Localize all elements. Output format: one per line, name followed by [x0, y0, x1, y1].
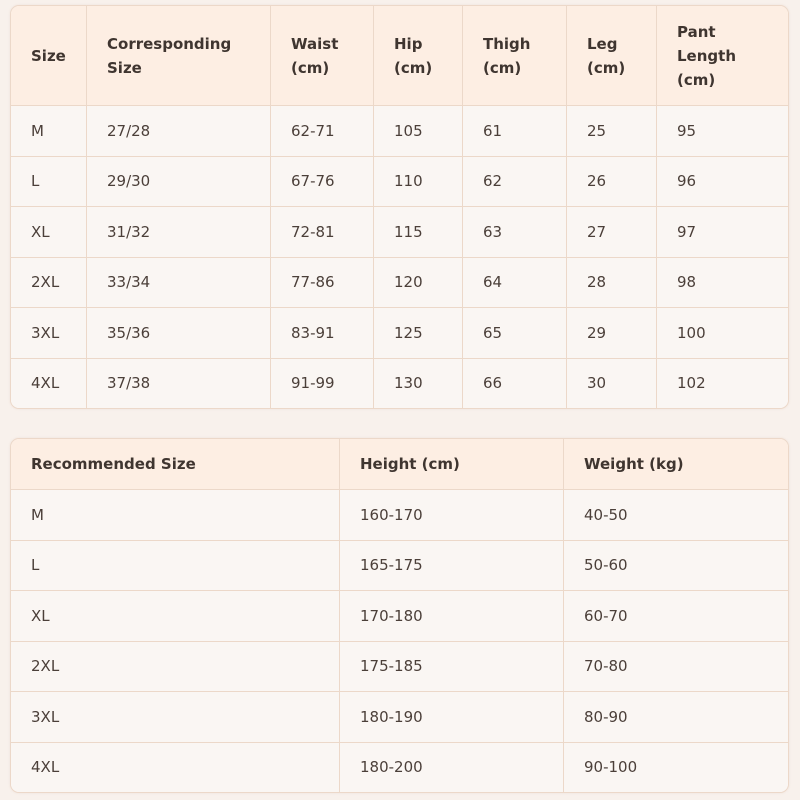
cell-recommended-size: 2XL [11, 642, 340, 693]
cell-thigh: 66 [463, 359, 567, 409]
cell-pant-length: 96 [657, 157, 788, 208]
cell-weight: 40-50 [564, 490, 788, 541]
cell-hip: 105 [374, 106, 463, 157]
cell-height: 175-185 [340, 642, 564, 693]
cell-waist: 77-86 [271, 258, 374, 309]
cell-hip: 130 [374, 359, 463, 409]
cell-leg: 28 [567, 258, 657, 309]
cell-size: M [11, 106, 87, 157]
cell-size: L [11, 157, 87, 208]
cell-pant-length: 95 [657, 106, 788, 157]
header-waist: Waist (cm) [271, 6, 374, 106]
header-leg: Leg (cm) [567, 6, 657, 106]
cell-thigh: 64 [463, 258, 567, 309]
table-row [11, 106, 788, 157]
cell-weight: 80-90 [564, 692, 788, 743]
recommended-size-table [10, 438, 789, 793]
header-hip: Hip (cm) [374, 6, 463, 106]
cell-hip: 115 [374, 207, 463, 258]
cell-waist: 91-99 [271, 359, 374, 409]
cell-corresponding-size: 33/34 [87, 258, 271, 309]
cell-leg: 30 [567, 359, 657, 409]
cell-leg: 26 [567, 157, 657, 208]
size-chart-header-row [11, 6, 788, 106]
recommended-size-header-row [11, 439, 788, 490]
cell-leg: 29 [567, 308, 657, 359]
cell-thigh: 62 [463, 157, 567, 208]
header-corresponding-size: Corresponding Size [87, 6, 271, 106]
cell-size: 4XL [11, 359, 87, 409]
cell-size: 2XL [11, 258, 87, 309]
cell-recommended-size: L [11, 541, 340, 592]
cell-hip: 120 [374, 258, 463, 309]
cell-waist: 62-71 [271, 106, 374, 157]
cell-corresponding-size: 31/32 [87, 207, 271, 258]
cell-size: XL [11, 207, 87, 258]
cell-height: 160-170 [340, 490, 564, 541]
table-row [11, 692, 788, 743]
cell-thigh: 63 [463, 207, 567, 258]
cell-waist: 72-81 [271, 207, 374, 258]
cell-leg: 25 [567, 106, 657, 157]
table-row [11, 359, 788, 409]
table-row [11, 591, 788, 642]
cell-recommended-size: 3XL [11, 692, 340, 743]
header-thigh: Thigh (cm) [463, 6, 567, 106]
table-row [11, 490, 788, 541]
cell-size: 3XL [11, 308, 87, 359]
size-chart-table [10, 5, 789, 409]
cell-pant-length: 98 [657, 258, 788, 309]
cell-leg: 27 [567, 207, 657, 258]
cell-recommended-size: M [11, 490, 340, 541]
cell-weight: 90-100 [564, 743, 788, 793]
cell-pant-length: 100 [657, 308, 788, 359]
header-weight: Weight (kg) [564, 439, 788, 490]
cell-height: 170-180 [340, 591, 564, 642]
table-row [11, 308, 788, 359]
cell-hip: 125 [374, 308, 463, 359]
cell-height: 180-200 [340, 743, 564, 793]
header-height: Height (cm) [340, 439, 564, 490]
cell-thigh: 61 [463, 106, 567, 157]
cell-waist: 83-91 [271, 308, 374, 359]
table-row [11, 743, 788, 793]
cell-hip: 110 [374, 157, 463, 208]
cell-thigh: 65 [463, 308, 567, 359]
table-row [11, 157, 788, 208]
cell-weight: 50-60 [564, 541, 788, 592]
table-row [11, 207, 788, 258]
header-pant-length: Pant Length (cm) [657, 6, 788, 106]
cell-corresponding-size: 35/36 [87, 308, 271, 359]
cell-corresponding-size: 37/38 [87, 359, 271, 409]
table-row [11, 258, 788, 309]
cell-weight: 70-80 [564, 642, 788, 693]
cell-waist: 67-76 [271, 157, 374, 208]
header-size: Size [11, 6, 87, 106]
table-row [11, 642, 788, 693]
cell-corresponding-size: 29/30 [87, 157, 271, 208]
cell-recommended-size: 4XL [11, 743, 340, 793]
cell-height: 180-190 [340, 692, 564, 743]
cell-pant-length: 97 [657, 207, 788, 258]
table-row [11, 541, 788, 592]
cell-corresponding-size: 27/28 [87, 106, 271, 157]
header-recommended-size: Recommended Size [11, 439, 340, 490]
cell-height: 165-175 [340, 541, 564, 592]
cell-weight: 60-70 [564, 591, 788, 642]
cell-pant-length: 102 [657, 359, 788, 409]
cell-recommended-size: XL [11, 591, 340, 642]
